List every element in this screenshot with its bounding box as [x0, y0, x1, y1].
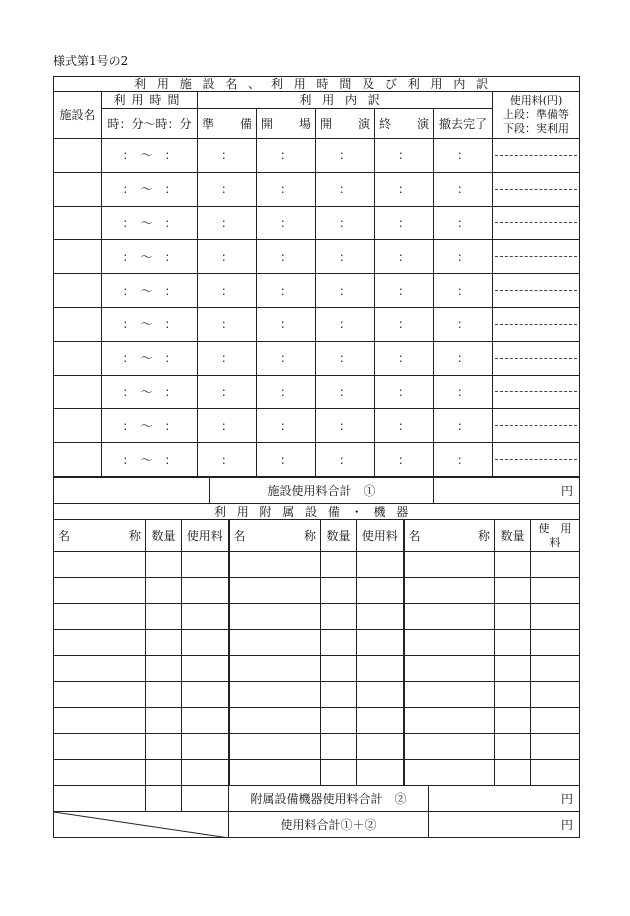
time-detail-cell[interactable]: ： — [316, 274, 375, 308]
equip-name-cell[interactable] — [229, 552, 321, 578]
fee-divider — [495, 155, 577, 156]
time-detail-cell[interactable]: ： — [316, 172, 375, 206]
equip-name-cell[interactable] — [229, 734, 321, 760]
equip-fee-cell[interactable] — [531, 656, 580, 682]
time-detail-cell[interactable]: ： — [316, 443, 375, 477]
time-detail-cell[interactable]: ： — [375, 375, 434, 409]
time-detail-cell[interactable]: ： — [316, 375, 375, 409]
time-cell[interactable]: ： ～ ： — [102, 172, 198, 206]
time-detail-cell[interactable]: ： — [375, 341, 434, 375]
equip-fee-header-2: 使用料 — [357, 520, 404, 552]
time-detail-cell[interactable]: ： — [257, 172, 316, 206]
equip-qty-cell[interactable] — [495, 630, 531, 656]
time-detail-cell[interactable]: ： — [434, 274, 493, 308]
equip-name-cell[interactable] — [404, 760, 495, 786]
equip-name-cell[interactable] — [54, 656, 146, 682]
facility-name-cell[interactable] — [54, 307, 102, 341]
equip-qty-cell[interactable] — [495, 734, 531, 760]
equip-fee-cell[interactable] — [182, 552, 229, 578]
equip-name-cell[interactable] — [54, 604, 146, 630]
time-detail-cell[interactable]: ： — [434, 341, 493, 375]
equip-name-cell[interactable] — [54, 708, 146, 734]
equip-fee-cell[interactable] — [182, 578, 229, 604]
fee-cell[interactable] — [493, 443, 580, 477]
equipment-row — [54, 682, 580, 708]
equip-name-cell[interactable] — [54, 682, 146, 708]
equip-fee-cell[interactable] — [357, 552, 404, 578]
time-detail-cell[interactable]: ： — [198, 307, 257, 341]
equip-name-cell[interactable] — [404, 708, 495, 734]
facility-row — [54, 172, 580, 206]
time-detail-cell[interactable]: ： — [198, 172, 257, 206]
equipment-row — [54, 578, 580, 604]
equip-fee-header-3: 使 用 料 — [531, 520, 580, 552]
open-header: 開 場 — [257, 109, 316, 139]
time-detail-cell[interactable]: ： — [198, 375, 257, 409]
time-cell[interactable]: ： ～ ： — [102, 375, 198, 409]
equip-fee-cell[interactable] — [531, 708, 580, 734]
equip-fee-cell[interactable] — [357, 630, 404, 656]
grand-total-label: 使用料合計①＋② — [229, 812, 429, 838]
time-detail-cell[interactable]: ： — [316, 139, 375, 173]
time-cell[interactable]: ： ～ ： — [102, 274, 198, 308]
equip-name-cell[interactable] — [54, 552, 146, 578]
equip-name-cell[interactable] — [229, 578, 321, 604]
time-cell[interactable]: ： ～ ： — [102, 240, 198, 274]
equip-qty-cell[interactable] — [146, 552, 182, 578]
time-detail-cell[interactable]: ： — [434, 172, 493, 206]
time-detail-cell[interactable]: ： — [375, 307, 434, 341]
time-detail-cell[interactable]: ： — [434, 139, 493, 173]
time-detail-cell[interactable]: ： — [434, 409, 493, 443]
facility-name-cell[interactable] — [54, 409, 102, 443]
time-detail-cell[interactable]: ： — [434, 375, 493, 409]
time-detail-cell[interactable]: ： — [375, 206, 434, 240]
equip-fee-cell[interactable] — [531, 734, 580, 760]
equip-fee-cell[interactable] — [357, 656, 404, 682]
time-detail-cell[interactable]: ： — [316, 341, 375, 375]
facility-row — [54, 274, 580, 308]
equip-name-cell[interactable] — [404, 734, 495, 760]
time-detail-cell[interactable]: ： — [198, 206, 257, 240]
fee-divider — [495, 222, 577, 223]
time-detail-cell[interactable]: ： — [316, 206, 375, 240]
fee-cell[interactable] — [493, 240, 580, 274]
facility-name-cell[interactable] — [54, 206, 102, 240]
equip-fee-cell[interactable] — [531, 578, 580, 604]
time-cell[interactable]: ： ～ ： — [102, 409, 198, 443]
facility-row — [54, 341, 580, 375]
equip-qty-cell[interactable] — [146, 656, 182, 682]
equipment-section-title: 利用附属設備・機器 — [54, 504, 580, 520]
facility-row — [54, 206, 580, 240]
equip-fee-cell[interactable] — [531, 760, 580, 786]
fee-divider — [495, 391, 577, 392]
grand-total-diagonal-cell — [54, 812, 229, 838]
equipment-total-label: 附属設備機器使用料合計 ② — [229, 786, 429, 812]
time-detail-cell[interactable]: ： — [375, 443, 434, 477]
equip-name-cell[interactable] — [229, 682, 321, 708]
equip-name-header-1: 名 称 — [54, 520, 146, 552]
time-detail-cell[interactable]: ： — [257, 307, 316, 341]
equip-qty-cell[interactable] — [321, 656, 357, 682]
equip-qty-header-1: 数量 — [146, 520, 182, 552]
time-detail-cell[interactable]: ： — [434, 206, 493, 240]
time-detail-cell[interactable]: ： — [316, 307, 375, 341]
time-detail-cell[interactable]: ： — [316, 409, 375, 443]
equip-qty-cell[interactable] — [146, 708, 182, 734]
equip-name-cell[interactable] — [229, 760, 321, 786]
time-cell[interactable]: ： ～ ： — [102, 443, 198, 477]
equip-name-cell[interactable] — [54, 734, 146, 760]
equip-qty-cell[interactable] — [321, 552, 357, 578]
time-detail-cell[interactable]: ： — [375, 274, 434, 308]
time-detail-cell[interactable]: ： — [257, 341, 316, 375]
equip-qty-cell[interactable] — [146, 734, 182, 760]
fee-header-lower: 下段：実利用 — [503, 122, 570, 135]
equip-qty-cell[interactable] — [495, 708, 531, 734]
time-detail-cell[interactable]: ： — [198, 274, 257, 308]
equip-qty-cell[interactable] — [321, 734, 357, 760]
equipment-total-value[interactable]: 円 — [429, 786, 580, 812]
equip-name-cell[interactable] — [229, 708, 321, 734]
equip-qty-header-2: 数量 — [321, 520, 357, 552]
equipment-row — [54, 630, 580, 656]
time-detail-cell[interactable]: ： — [257, 206, 316, 240]
equip-qty-cell[interactable] — [495, 682, 531, 708]
fee-divider — [495, 459, 577, 460]
fee-cell[interactable] — [493, 375, 580, 409]
detail-group-header: 利用内訳 — [198, 92, 493, 109]
equipment-row — [54, 708, 580, 734]
fee-cell[interactable] — [493, 274, 580, 308]
time-detail-cell[interactable]: ： — [257, 274, 316, 308]
equip-qty-cell[interactable] — [321, 760, 357, 786]
equip-name-cell[interactable] — [54, 760, 146, 786]
equip-qty-cell[interactable] — [146, 604, 182, 630]
equip-qty-cell[interactable] — [495, 656, 531, 682]
facility-name-cell[interactable] — [54, 139, 102, 173]
equipment-row — [54, 760, 580, 786]
equip-qty-cell[interactable] — [321, 682, 357, 708]
time-detail-cell[interactable]: ： — [198, 409, 257, 443]
facility-total-blank — [54, 478, 210, 504]
facility-name-cell[interactable] — [54, 240, 102, 274]
time-detail-cell[interactable]: ： — [257, 139, 316, 173]
time-detail-cell[interactable]: ： — [257, 409, 316, 443]
equip-fee-cell[interactable] — [182, 604, 229, 630]
equip-fee-cell[interactable] — [357, 760, 404, 786]
time-cell[interactable]: ： ～ ： — [102, 139, 198, 173]
equip-name-cell[interactable] — [404, 630, 495, 656]
fee-divider — [495, 425, 577, 426]
facility-row — [54, 139, 580, 173]
fee-divider — [495, 324, 577, 325]
equip-total-blank-1 — [54, 786, 146, 812]
facility-row — [54, 240, 580, 274]
equip-name-cell[interactable] — [404, 604, 495, 630]
equip-fee-cell[interactable] — [182, 682, 229, 708]
equip-qty-cell[interactable] — [321, 708, 357, 734]
time-format-header: 時：分～時：分 — [102, 109, 198, 139]
fee-divider — [495, 256, 577, 257]
equip-total-blank-3 — [182, 786, 229, 812]
equip-fee-cell[interactable] — [531, 630, 580, 656]
equip-fee-cell[interactable] — [357, 682, 404, 708]
time-detail-cell[interactable]: ： — [375, 240, 434, 274]
equip-fee-cell[interactable] — [182, 630, 229, 656]
equip-name-cell[interactable] — [54, 578, 146, 604]
time-detail-cell[interactable]: ： — [198, 139, 257, 173]
facility-name-header: 施設名 — [54, 92, 102, 139]
equipment-row — [54, 734, 580, 760]
equip-qty-cell[interactable] — [321, 578, 357, 604]
time-detail-cell[interactable]: ： — [198, 240, 257, 274]
time-detail-cell[interactable]: ： — [434, 443, 493, 477]
equip-fee-cell[interactable] — [182, 760, 229, 786]
facility-total-label: 施設使用料合計 ① — [210, 478, 434, 504]
facility-name-cell[interactable] — [54, 341, 102, 375]
equipment-total-table — [53, 785, 580, 838]
equip-fee-cell[interactable] — [531, 552, 580, 578]
equip-name-cell[interactable] — [229, 656, 321, 682]
fee-divider — [495, 290, 577, 291]
equip-fee-header-1: 使用料 — [182, 520, 229, 552]
time-detail-cell[interactable]: ： — [375, 409, 434, 443]
equip-fee-cell[interactable] — [182, 734, 229, 760]
equip-qty-header-3: 数量 — [495, 520, 531, 552]
equip-fee-cell[interactable] — [531, 682, 580, 708]
equip-fee-cell[interactable] — [357, 734, 404, 760]
end-header: 終 演 — [375, 109, 434, 139]
facility-name-cell[interactable] — [54, 172, 102, 206]
facility-row — [54, 375, 580, 409]
equip-qty-cell[interactable] — [495, 604, 531, 630]
fee-cell[interactable] — [493, 172, 580, 206]
fee-divider — [495, 189, 577, 190]
time-detail-cell[interactable]: ： — [198, 443, 257, 477]
equip-name-cell[interactable] — [229, 630, 321, 656]
facility-total-table — [53, 477, 580, 520]
facility-section-title: 利用施設名、利用時間及び利用内訳 — [54, 77, 580, 92]
equip-fee-cell[interactable] — [531, 604, 580, 630]
fee-cell[interactable] — [493, 341, 580, 375]
facility-row — [54, 409, 580, 443]
fee-header — [493, 92, 580, 139]
fee-header-upper: 上段：準備等 — [503, 108, 570, 121]
equip-qty-cell[interactable] — [146, 630, 182, 656]
grand-total-value[interactable]: 円 — [429, 812, 580, 838]
facility-row — [54, 443, 580, 477]
fee-cell[interactable] — [493, 307, 580, 341]
facility-row — [54, 307, 580, 341]
fee-cell[interactable] — [493, 409, 580, 443]
form-number: 様式第1号の2 — [53, 54, 129, 68]
facility-name-cell[interactable] — [54, 375, 102, 409]
equip-qty-cell[interactable] — [321, 604, 357, 630]
time-detail-cell[interactable]: ： — [434, 240, 493, 274]
time-detail-cell[interactable]: ： — [257, 375, 316, 409]
equip-fee-cell[interactable] — [357, 708, 404, 734]
equip-name-cell[interactable] — [404, 682, 495, 708]
equip-fee-cell[interactable] — [357, 578, 404, 604]
equip-name-cell[interactable] — [404, 656, 495, 682]
facility-table — [53, 76, 580, 477]
fee-cell[interactable] — [493, 206, 580, 240]
facility-name-cell[interactable] — [54, 274, 102, 308]
equip-total-blank-2 — [146, 786, 182, 812]
equip-qty-cell[interactable] — [321, 630, 357, 656]
equip-fee-cell[interactable] — [357, 604, 404, 630]
diagonal-line — [54, 812, 229, 838]
time-detail-cell[interactable]: ： — [257, 240, 316, 274]
facility-name-cell[interactable] — [54, 443, 102, 477]
equip-qty-cell[interactable] — [146, 682, 182, 708]
time-detail-cell[interactable]: ： — [434, 307, 493, 341]
equip-fee-cell[interactable] — [182, 708, 229, 734]
equip-fee-cell[interactable] — [182, 656, 229, 682]
equipment-row — [54, 656, 580, 682]
equipment-row — [54, 604, 580, 630]
perform-header: 開 演 — [316, 109, 375, 139]
equip-qty-cell[interactable] — [146, 760, 182, 786]
equip-name-header-3: 名 称 — [404, 520, 495, 552]
equip-name-cell[interactable] — [404, 552, 495, 578]
prep-header: 準 備 — [198, 109, 257, 139]
time-group-header: 利用時間 — [102, 92, 198, 109]
equip-qty-cell[interactable] — [495, 552, 531, 578]
fee-divider — [495, 358, 577, 359]
fee-header-title: 使用料(円) — [509, 94, 563, 107]
time-cell[interactable]: ： ～ ： — [102, 341, 198, 375]
equip-name-cell[interactable] — [54, 630, 146, 656]
equip-name-cell[interactable] — [229, 604, 321, 630]
time-cell[interactable]: ： ～ ： — [102, 206, 198, 240]
time-detail-cell[interactable]: ： — [375, 172, 434, 206]
clear-header: 撤去完了 — [434, 109, 493, 139]
time-detail-cell[interactable]: ： — [375, 139, 434, 173]
fee-cell[interactable] — [493, 139, 580, 173]
equip-name-cell[interactable] — [404, 578, 495, 604]
equipment-table — [53, 519, 580, 786]
time-cell[interactable]: ： ～ ： — [102, 307, 198, 341]
facility-total-value[interactable]: 円 — [434, 478, 580, 504]
equipment-row — [54, 552, 580, 578]
equip-qty-cell[interactable] — [146, 578, 182, 604]
time-detail-cell[interactable]: ： — [257, 443, 316, 477]
time-detail-cell[interactable]: ： — [198, 341, 257, 375]
equip-name-header-2: 名 称 — [229, 520, 321, 552]
equip-qty-cell[interactable] — [495, 760, 531, 786]
time-detail-cell[interactable]: ： — [316, 240, 375, 274]
equip-qty-cell[interactable] — [495, 578, 531, 604]
